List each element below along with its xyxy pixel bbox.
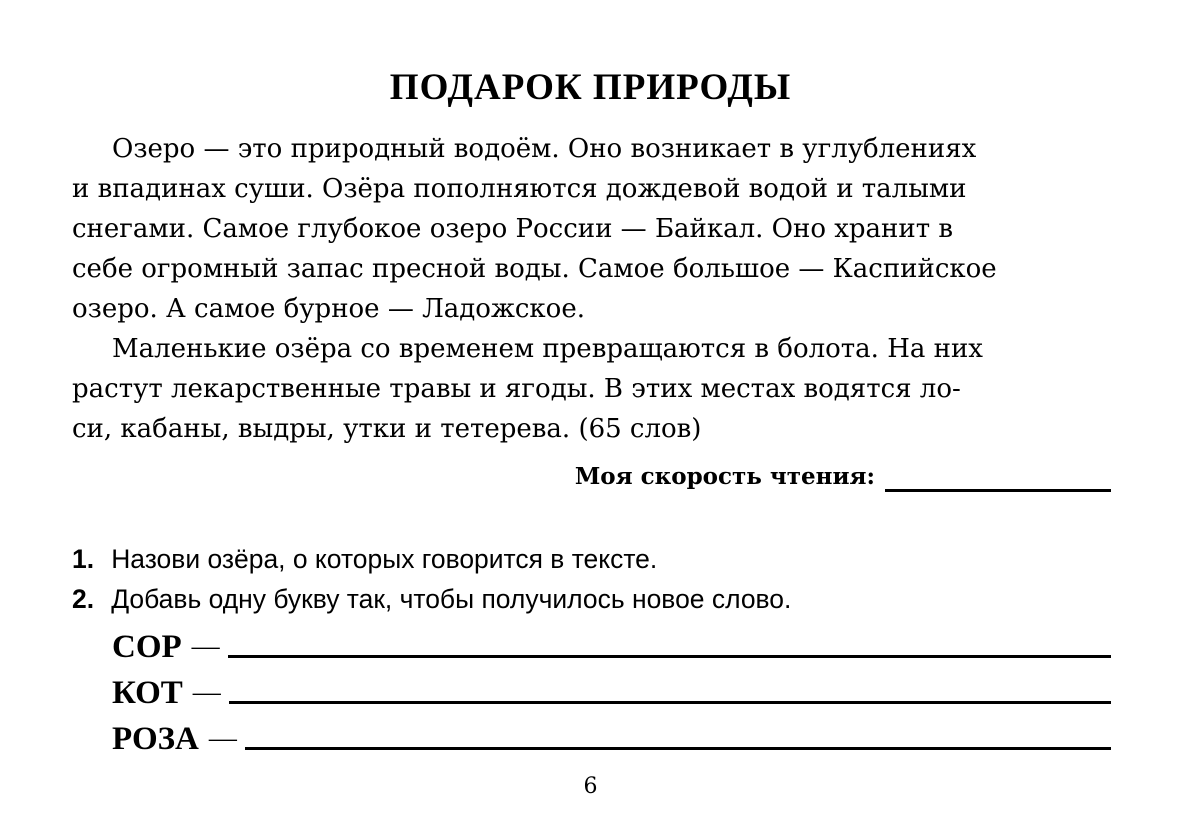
word-label: КОТ bbox=[112, 675, 183, 711]
passage-line-3 bbox=[72, 209, 953, 249]
page-number: 6 bbox=[583, 774, 598, 799]
dash: — bbox=[208, 723, 237, 754]
task-1-text: Назови озёра, о которых говорится в тексте. bbox=[111, 544, 658, 574]
task-1-number: 1. bbox=[72, 544, 95, 574]
passage-line-6 bbox=[112, 329, 983, 369]
task-2-text: Добавь одну букву так, чтобы получилось новое слово. bbox=[111, 584, 792, 614]
passage-line-8-text: си, кабаны, выдры, утки и тетерева. (65 слов) bbox=[72, 414, 702, 444]
word-label: СОР bbox=[112, 629, 182, 665]
reading-speed-field[interactable] bbox=[885, 469, 1111, 492]
word-row-roza bbox=[112, 720, 1111, 758]
reading-speed-row bbox=[575, 462, 1111, 492]
passage-line-5 bbox=[72, 289, 585, 329]
task-2-number: 2. bbox=[72, 584, 95, 614]
dash: — bbox=[192, 677, 221, 708]
passage-line-7 bbox=[72, 369, 961, 409]
passage-line-1-text: Озеро — это природный водоём. Оно возникает в углублениях bbox=[112, 134, 977, 164]
word-row-sor bbox=[112, 628, 1111, 666]
task-1 bbox=[72, 541, 657, 577]
passage-line-2-text: и впадинах суши. Озёра пополняются дождевой водой и талыми bbox=[72, 174, 967, 204]
answer-line[interactable] bbox=[245, 725, 1111, 750]
word-label: РОЗА bbox=[112, 721, 199, 757]
passage-line-8 bbox=[72, 409, 701, 449]
dash: — bbox=[191, 631, 220, 662]
task-2 bbox=[72, 581, 791, 617]
passage-line-5-text: озеро. А самое бурное — Ладожское. bbox=[72, 294, 585, 324]
word-row-kot bbox=[112, 674, 1111, 712]
passage-line-4 bbox=[72, 249, 997, 289]
passage-line-7-text: растут лекарственные травы и ягоды. В этих местах водятся ло- bbox=[72, 374, 961, 404]
page-title: ПОДАРОК ПРИРОДЫ bbox=[389, 67, 792, 108]
passage-line-1 bbox=[112, 129, 976, 169]
passage-line-6-text: Маленькие озёра со временем превращаются в болота. На них bbox=[112, 334, 983, 364]
answer-line[interactable] bbox=[229, 679, 1111, 704]
reading-speed-label: Моя скорость чтения: bbox=[574, 463, 875, 490]
passage-line-2 bbox=[72, 169, 966, 209]
passage-line-3-text: снегами. Самое глубокое озеро России — Байкал. Оно хранит в bbox=[72, 214, 953, 244]
answer-line[interactable] bbox=[228, 633, 1111, 658]
passage-line-4-text: себе огромный запас пресной воды. Самое большое — Каспийское bbox=[72, 254, 997, 284]
